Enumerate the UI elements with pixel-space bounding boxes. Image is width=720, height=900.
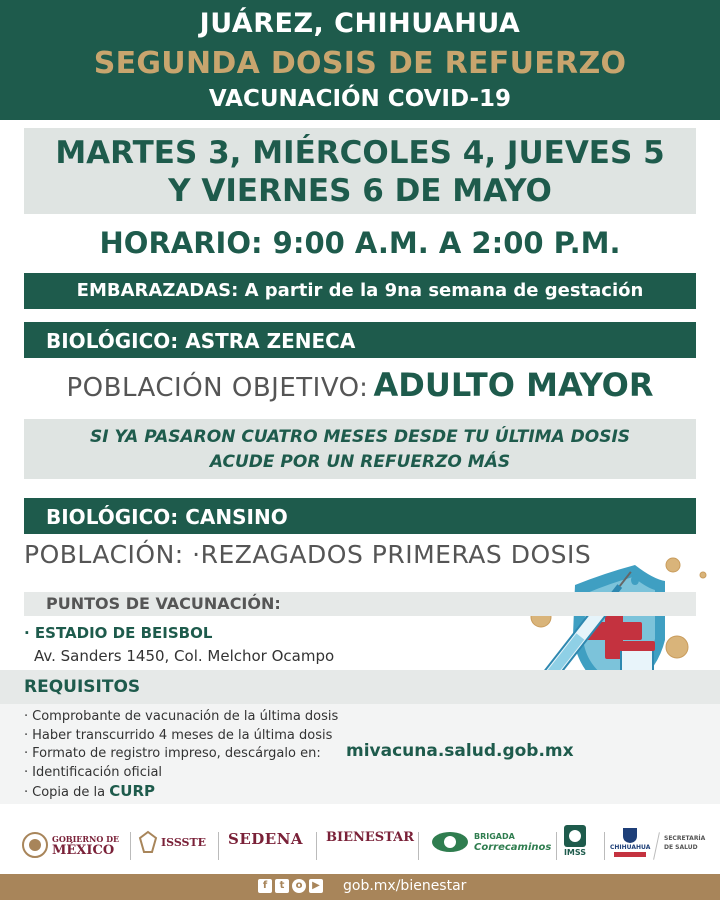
issste-emblem-icon: [138, 830, 158, 854]
schedule-text: HORARIO: 9:00 A.M. A 2:00 P.M.: [99, 226, 621, 260]
vaccination-points-bar: PUNTOS DE VACUNACIÓN:: [24, 592, 696, 616]
booster-notice-line-1: SI YA PASARON CUATRO MESES DESDE TU ÚLTIMA DOSIS: [89, 427, 631, 447]
list-item: · Copia de la CURP: [24, 782, 155, 800]
divider: [130, 832, 131, 860]
vaccination-point-name: · ESTADIO DE BEISBOL: [24, 624, 213, 642]
chihuahua-shield-icon: [621, 826, 639, 844]
divider: [418, 832, 419, 860]
header-banner: [0, 0, 720, 120]
campaign-subtitle: VACUNACIÓN COVID-19: [208, 86, 512, 112]
instagram-icon[interactable]: o: [292, 879, 306, 893]
registration-link[interactable]: mivacuna.salud.gob.mx: [346, 741, 574, 761]
institution-logos: [0, 818, 720, 874]
youtube-icon[interactable]: ▶: [309, 879, 323, 893]
sedena-logo: SEDENA: [228, 830, 304, 848]
dates-line-1: MARTES 3, MIÉRCOLES 4, JUEVES 5: [55, 135, 665, 171]
booster-notice: [24, 419, 696, 479]
secretaria-salud-logo: SECRETARÍA DE SALUD: [664, 835, 706, 851]
divider: [218, 832, 219, 860]
target-population-value: ADULTO MAYOR: [373, 366, 654, 404]
footer-link[interactable]: gob.mx/bienestar: [343, 878, 467, 894]
chihuahua-logo: CHIHUAHUA: [610, 826, 650, 857]
dates-panel: [24, 128, 696, 214]
biologic-cansino-bar: BIOLÓGICO: CANSINO: [24, 498, 696, 534]
chihuahua-ribbon: [614, 852, 646, 857]
biologic-astrazeneca-bar: BIOLÓGICO: ASTRA ZENECA: [24, 322, 696, 358]
list-item: · Formato de registro impreso, descárgalo en:: [24, 746, 321, 761]
mexico-seal-icon: [22, 830, 48, 860]
issste-logo: ISSSTE: [138, 830, 206, 854]
requirements-list: [24, 708, 338, 801]
city-title: JUÁREZ, CHIHUAHUA: [199, 8, 521, 39]
brigada-emblem-icon: [430, 830, 470, 854]
gobierno-mexico-logo: GOBIERNO DE MÉXICO: [22, 830, 119, 860]
divider: [653, 832, 660, 860]
list-item: · Identificación oficial: [24, 764, 163, 780]
facebook-icon[interactable]: f: [258, 879, 272, 893]
social-icons: [258, 879, 323, 893]
list-item: · Comprobante de vacunación de la última dosis: [24, 709, 339, 724]
booster-notice-line-2: ACUDE POR UN REFUERZO MÁS: [209, 452, 511, 472]
population-rezagados: POBLACIÓN: ·REZAGADOS PRIMERAS DOSIS: [24, 540, 592, 569]
bienestar-logo: BIENESTAR: [326, 830, 415, 845]
twitter-icon[interactable]: t: [275, 879, 289, 893]
curp-text: CURP: [109, 782, 155, 800]
target-population-label: POBLACIÓN OBJETIVO:: [66, 373, 369, 403]
imss-logo: IMSS: [562, 824, 588, 857]
divider: [316, 832, 317, 860]
imss-emblem-icon: [562, 824, 588, 848]
campaign-title: SEGUNDA DOSIS DE REFUERZO: [93, 46, 627, 81]
divider: [556, 832, 557, 860]
footer-bar: [0, 874, 720, 900]
pregnant-info-bar: EMBARAZADAS: A partir de la 9na semana de gestación: [24, 273, 696, 309]
dates-line-2: Y VIERNES 6 DE MAYO: [168, 173, 552, 209]
list-item: · Haber transcurrido 4 meses de la última dosis: [24, 727, 333, 743]
divider: [604, 832, 605, 860]
brigada-correcaminos-logo: BRIGADA Correcaminos: [430, 830, 551, 854]
target-population: [0, 366, 720, 404]
vaccination-point-address: Av. Sanders 1450, Col. Melchor Ocampo: [34, 647, 335, 665]
requirements-title: REQUISITOS: [24, 677, 141, 697]
